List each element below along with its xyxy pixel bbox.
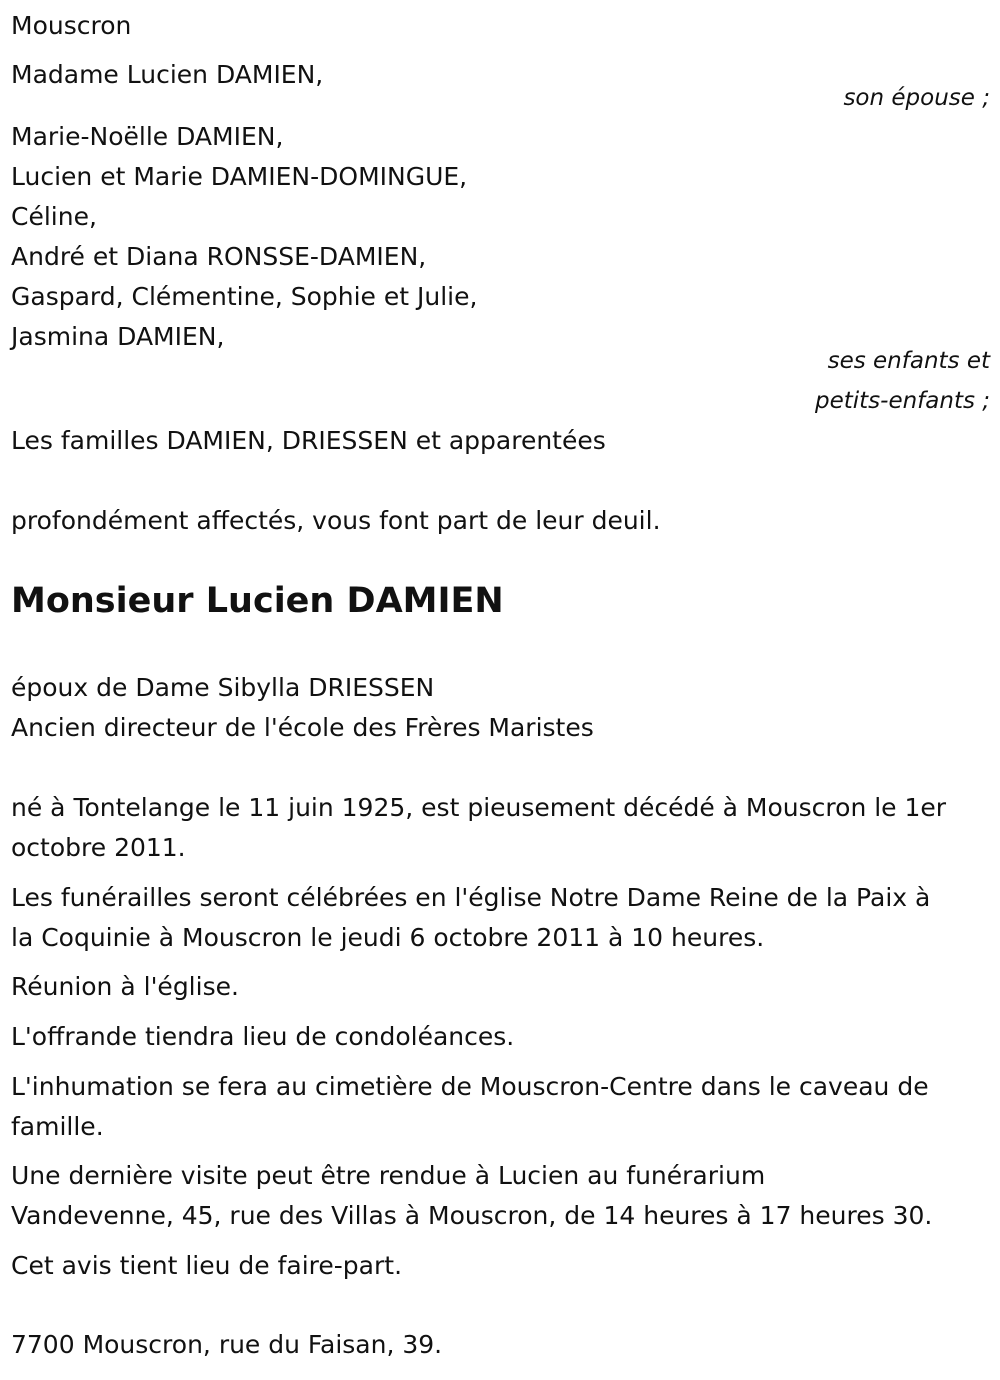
deceased-name: Monsieur Lucien DAMIEN xyxy=(11,581,504,621)
child-name: Lucien et Marie DAMIEN-DOMINGUE, xyxy=(11,162,468,191)
widow-role: son épouse ; xyxy=(843,85,990,111)
burial-line1: L'inhumation se fera au cimetière de Mouscron-Centre dans le caveau de xyxy=(11,1072,929,1101)
funeral-line1: Les funérailles seront célébrées en l'église Notre Dame Reine de la Paix à xyxy=(11,883,931,912)
child-name: Gaspard, Clémentine, Sophie et Julie, xyxy=(11,282,478,311)
children-role-line2: petits-enfants ; xyxy=(814,388,990,414)
visit-line2: Vandevenne, 45, rue des Villas à Mouscron, de 14 heures à 17 heures 30. xyxy=(11,1201,933,1230)
birth-death-line2: octobre 2011. xyxy=(11,833,186,862)
address-line: 7700 Mouscron, rue du Faisan, 39. xyxy=(11,1330,443,1359)
offering-line: L'offrande tiendra lieu de condoléances. xyxy=(11,1022,515,1051)
funeral-line2: la Coquinie à Mouscron le jeudi 6 octobre 2011 à 10 heures. xyxy=(11,923,765,952)
announcement-line: profondément affectés, vous font part de leur deuil. xyxy=(11,506,661,535)
children-role-line1: ses enfants et xyxy=(827,348,990,374)
town-name: Mouscron xyxy=(11,11,132,40)
spouse-line: époux de Dame Sibylla DRIESSEN xyxy=(11,673,435,702)
child-name: Marie-Noëlle DAMIEN, xyxy=(11,122,284,151)
birth-death-line1: né à Tontelange le 11 juin 1925, est pieusement décédé à Mouscron le 1er xyxy=(11,793,947,822)
notice-line: Cet avis tient lieu de faire-part. xyxy=(11,1251,403,1280)
widow-name: Madame Lucien DAMIEN, xyxy=(11,60,324,89)
meeting-line: Réunion à l'église. xyxy=(11,972,239,1001)
burial-line2: famille. xyxy=(11,1112,104,1141)
visit-line1: Une dernière visite peut être rendue à Lucien au funérarium xyxy=(11,1161,766,1190)
child-name: André et Diana RONSSE-DAMIEN, xyxy=(11,242,427,271)
child-name: Jasmina DAMIEN, xyxy=(11,322,225,351)
occupation-line: Ancien directeur de l'école des Frères Maristes xyxy=(11,713,594,742)
child-name: Céline, xyxy=(11,202,97,231)
families-line: Les familles DAMIEN, DRIESSEN et apparentées xyxy=(11,426,606,455)
